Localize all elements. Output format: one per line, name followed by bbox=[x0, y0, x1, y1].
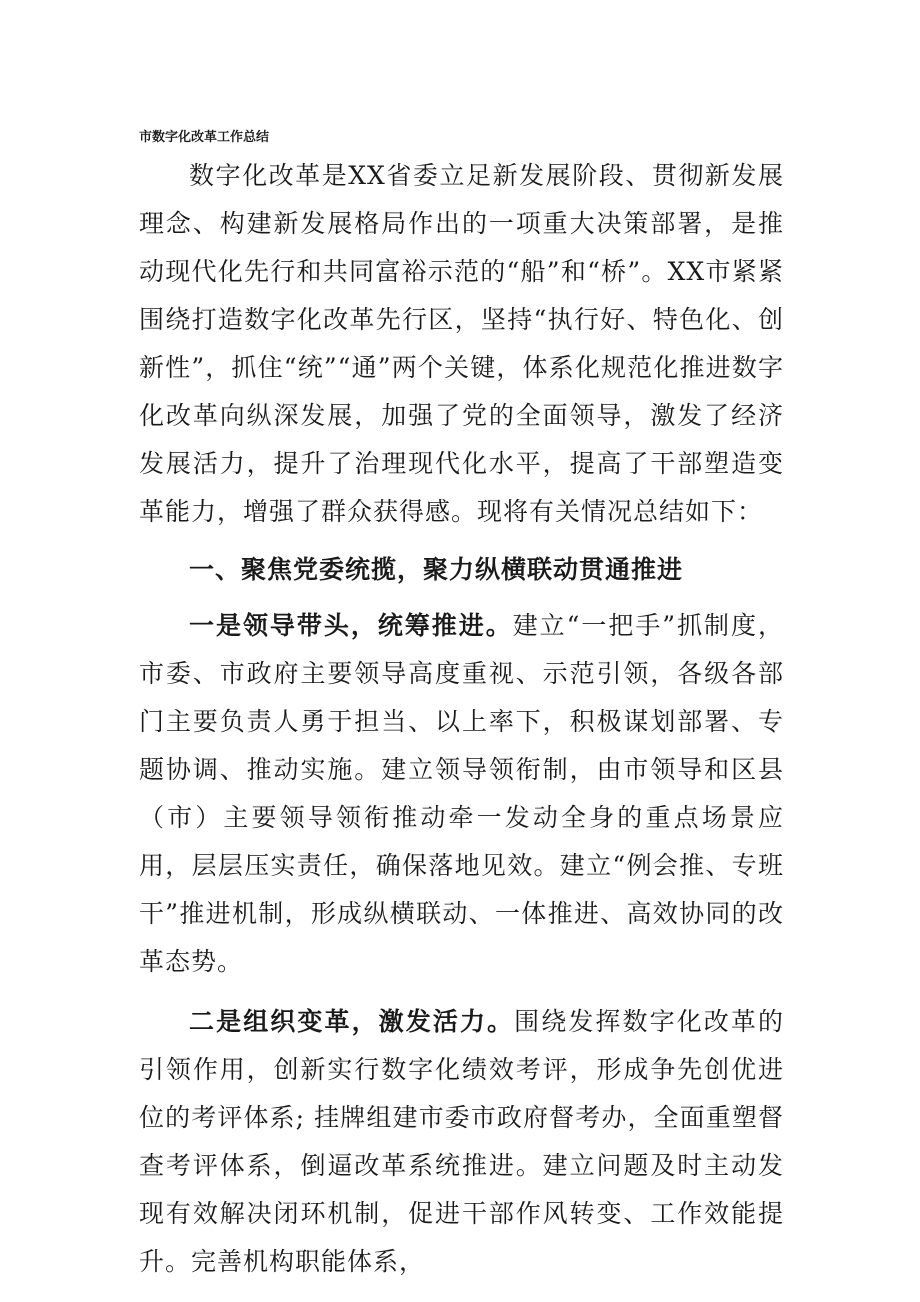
document-title: 市数字化改革工作总结 bbox=[139, 130, 270, 145]
item-lead-2: 二是组织变革，激发活力。 bbox=[189, 1007, 515, 1036]
item-lead-1: 一是领导带头，统筹推进。 bbox=[189, 611, 513, 640]
item-body-1: 建立“一把手”抓制度，市委、市政府主要领导高度重视、示范引领，各级各部门主要负责人勇于担当、以上率下，积极谋划部署、专题协调、推动实施。建立领导领衔制，由市领导和区县（市）主要领导领衔推动牵一发动全身的重点场景应用，层层压实责任，确保落地见效。建立“例会推、专班干”推进机制，形成纵横联动、一体推进、高效协同的改革态势。 bbox=[139, 611, 784, 976]
item-paragraph-2 bbox=[139, 998, 784, 1286]
item-paragraph-1 bbox=[139, 602, 784, 986]
document-body bbox=[139, 152, 784, 1298]
item-body-2: 围绕发挥数字化改革的引领作用，创新实行数字化绩效考评，形成争先创优进位的考评体系; 挂牌组建市委市政府督考办，全面重塑督查考评体系，倒逼改革系统推进。建立问题及时主动发现有效解决闭环机制，促进干部作风转变、工作效能提升。完善机构职能体系， bbox=[139, 1007, 784, 1276]
section-heading: 一、聚焦党委统揽，聚力纵横联动贯通推进 bbox=[189, 555, 684, 584]
intro-paragraph: 数字化改革是XX省委立足新发展阶段、贯彻新发展理念、构建新发展格局作出的一项重大决策部署，是推动现代化先行和共同富裕示范的“船”和“桥”。XX市紧紧围绕打造数字化改革先行区，坚持“执行好、特色化、创新性”，抓住“统”“通”两个关键，体系化规范化推进数字化改革向纵深发展，加强了党的全面领导，激发了经济发展活力，提升了治理现代化水平，提高了干部塑造变革能力，增强了群众获得感。现将有关情况总结如下： bbox=[139, 161, 784, 526]
